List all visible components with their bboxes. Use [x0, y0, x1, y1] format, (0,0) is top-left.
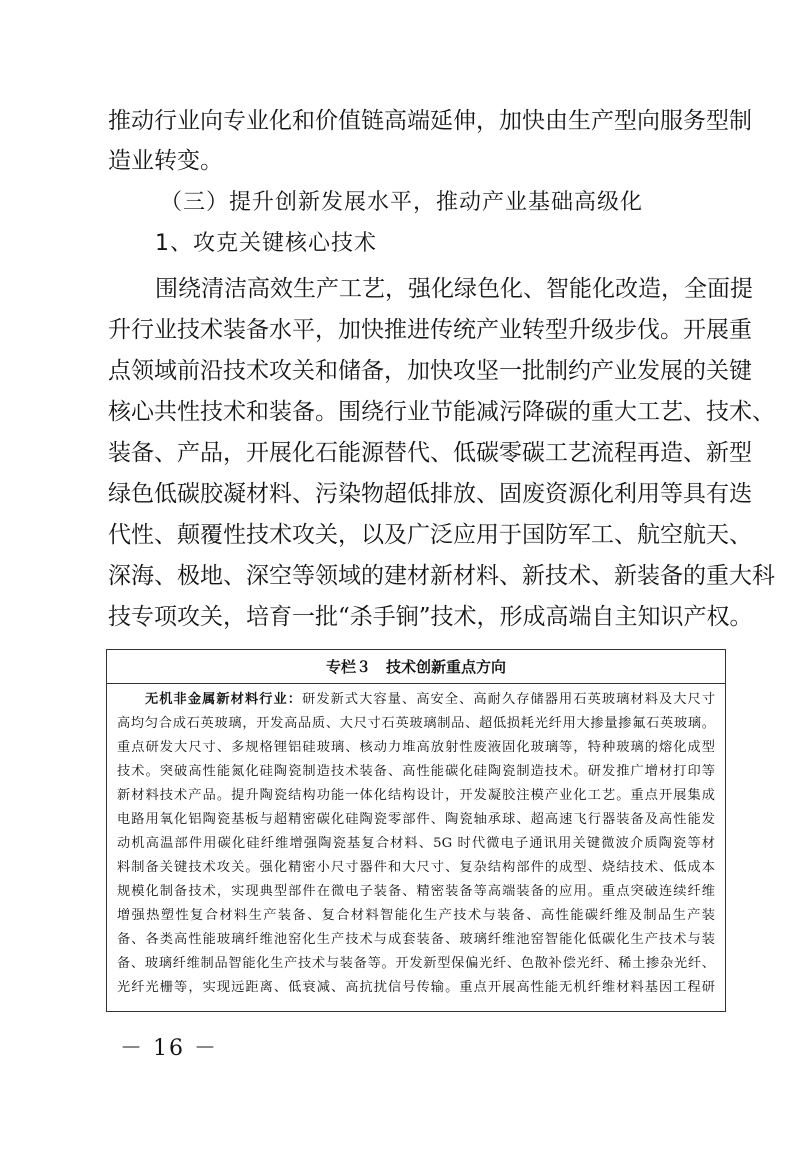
section-heading: （三）提升创新发展水平，推动产业基础高级化	[160, 190, 644, 215]
column-box-line: 电路用氧化铝陶瓷基板与超精密碳化硅陶瓷零部件、陶瓷轴承球、超高速飞行器装备及高性能发	[117, 812, 715, 827]
body-text-line: 推动行业向专业化和价值链高端延伸，加快由生产型向服务型制	[108, 108, 752, 134]
column-box-line: 重点研发大尺寸、多规格锂铝硅玻璃、核动力堆高放射性废液固化玻璃等，特种玻璃的熔化成型	[117, 740, 715, 755]
column-box-line: 备、玻璃纤维制品智能化生产技术与装备等。开发新型保偏光纤、色散补偿光纤、稀土掺杂光纤、	[117, 956, 715, 971]
column-box-line: 光纤光栅等，实现远距离、低衰减、高抗扰信号传输。重点开展高性能无机纤维材料基因工程研	[117, 980, 715, 995]
column-box-line: 动机高温部件用碳化硅纤维增强陶瓷基复合材料、5G 时代微电子通讯用关键微波介质陶瓷等材	[117, 836, 715, 851]
body-text-line: 造业转变。	[108, 148, 223, 174]
column-box-line: 高均匀合成石英玻璃，开发高品质、大尺寸石英玻璃制品、超低损耗光纤用大掺量掺氟石英玻璃。	[117, 716, 715, 731]
column-box-line: 料制备关键技术攻关。强化精密小尺寸器件和大尺寸、复杂结构部件的成型、烧结技术、低成本	[117, 860, 715, 875]
body-text-line: 深海、极地、深空等领域的建材新材料、新技术、新装备的重大科	[108, 563, 775, 589]
sub-heading: 1、攻克关键核心技术	[155, 231, 377, 256]
column-box-line: 新材料技术产品。提升陶瓷结构功能一体化结构设计，开发凝胶注模产业化工艺。重点开展集成	[117, 788, 715, 803]
body-text-line: 核心共性技术和装备。围绕行业节能减污降碳的重大工艺、技术、	[108, 399, 775, 425]
page-number: － 16 －	[120, 1036, 218, 1061]
column-box-title: 专栏３ 技术创新重点方向	[107, 650, 725, 684]
column-box-line: 增强热塑性复合材料生产装备、复合材料智能化生产技术与装备、高性能碳纤维及制品生产装	[117, 908, 715, 923]
column-box-line: 规模化制备技术，实现典型部件在微电子装备、精密装备等高端装备的应用。重点突破连续纤维	[117, 884, 715, 899]
column-box-line-text: 研发新式大容量、高安全、高耐久存储器用石英玻璃材料及大尺寸	[302, 692, 715, 707]
body-text-line: 代性、颠覆性技术攻关，以及广泛应用于国防军工、航空航天、	[108, 522, 752, 548]
column-box-lead-label: 无机非金属新材料行业：	[145, 692, 303, 707]
body-text-line: 升行业技术装备水平，加快推进传统产业转型升级步伐。开展重	[108, 317, 752, 343]
column-box-line: 技术。突破高性能氮化硅陶瓷制造技术装备、高性能碳化硅陶瓷制造技术。研发推广增材打印等	[117, 764, 715, 779]
column-box	[106, 649, 726, 1012]
body-text-line: 技专项攻关，培育一批“杀手锏”技术，形成高端自主知识产权。	[108, 604, 753, 630]
body-text-line: 点领域前沿技术攻关和储备，加快攻坚一批制约产业发展的关键	[108, 358, 752, 384]
column-box-line	[145, 688, 715, 712]
body-text-line: 围绕清洁高效生产工艺，强化绿色化、智能化改造，全面提	[155, 276, 753, 302]
column-box-line: 备、各类高性能玻璃纤维池窑化生产技术与成套装备、玻璃纤维池窑智能化低碳化生产技术与装	[117, 932, 715, 947]
body-text-line: 装备、产品，开展化石能源替代、低碳零碳工艺流程再造、新型	[108, 440, 752, 466]
body-text-line: 绿色低碳胶凝材料、污染物超低排放、固废资源化利用等具有迭	[108, 481, 752, 507]
